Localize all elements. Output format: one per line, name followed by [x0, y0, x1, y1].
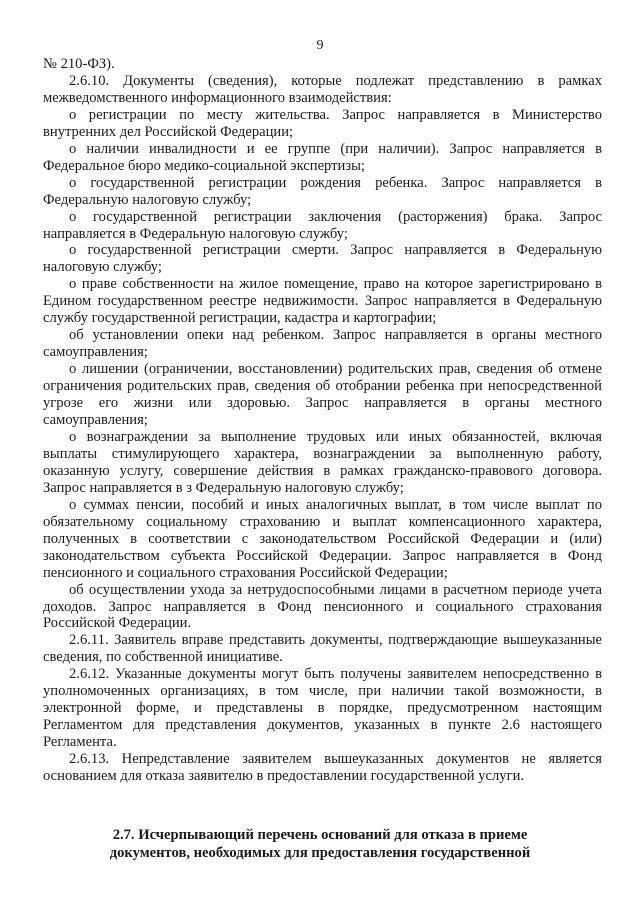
paragraph: 2.6.10. Документы (сведения), которые подлежат представлению в рамках межведомственного информационного взаимодействия: [43, 72, 602, 106]
list-item: о государственной регистрации смерти. Запрос направляется в Федеральную налоговую службу; [43, 242, 602, 276]
page-number: 9 [316, 38, 324, 53]
list-item: о регистрации по месту жительства. Запрос направляется в Министерство внутренних дел Российской Федерации; [43, 106, 602, 140]
list-item: об осуществлении ухода за нетрудоспособными лицами в расчетном периоде учета доходов. Запрос направляется в Фонд пенсионного и социального страхования Российской Федерации. [43, 581, 602, 632]
list-item: о суммах пенсии, пособий и иных аналогичных выплат, в том числе выплат по обязательному социальному страхованию и выплат компенсационного характера, полученных в соответствии с законодательством Российской Федерации и (или) законодательством субъекта Российской Федерации. Запрос направляется в Фонд пенсионного и социального страхования Российской Федерации; [43, 496, 602, 581]
document-body [43, 56, 602, 785]
list-item: о государственной регистрации рождения ребенка. Запрос направляется в Федеральную налоговую службу; [43, 174, 602, 208]
paragraph: № 210-ФЗ). [43, 56, 115, 72]
paragraph: 2.6.13. Непредставление заявителем вышеуказанных документов не является основанием для отказа заявителю в предоставлении государственной услуги. [43, 751, 602, 785]
section-heading [70, 826, 570, 862]
list-item: о государственной регистрации заключения (расторжения) брака. Запрос направляется в Федеральную налоговую службу; [43, 208, 602, 242]
paragraph: 2.6.11. Заявитель вправе представить документы, подтверждающие вышеуказанные сведения, по собственной инициативе. [43, 632, 602, 666]
list-item: о вознаграждении за выполнение трудовых или иных обязанностей, включая выплаты стимулирующего характера, вознаграждении за выполненную работу, оказанную услугу, совершение действия в рамках гражданско-правового договора. Запрос направляется в з Федеральную налоговую службу; [43, 428, 602, 496]
list-item: о наличии инвалидности и ее группе (при наличии). Запрос направляется в Федеральное бюро медико-социальной экспертизы; [43, 140, 602, 174]
list-item: о лишении (ограничении, восстановлении) родительских прав, сведения об отмене ограничения родительских прав, сведения об отобрании ребенка при непосредственной угрозе его жизни или здоровью. Запрос направляется в органы местного самоуправления; [43, 361, 602, 429]
section-heading-line: 2.7. Исчерпывающий перечень оснований для отказа в приеме [112, 827, 528, 843]
list-item: о праве собственности на жилое помещение, право на которое зарегистрировано в Едином государственном реестре недвижимости. Запрос направляется в Федеральную службу государственной регистрации, кадастра и картографии; [43, 276, 602, 327]
paragraph: 2.6.12. Указанные документы могут быть получены заявителем непосредственно в уполномоченных организациях, в том числе, при наличии такой возможности, в электронной форме, и представлены в порядке, предусмотренном настоящим Регламентом для представления документов, указанных в пункте 2.6 настоящего Регламента. [43, 666, 602, 751]
section-heading-line: документов, необходимых для предоставления государственной [109, 845, 531, 861]
list-item: об установлении опеки над ребенком. Запрос направляется в органы местного самоуправления; [43, 327, 602, 361]
